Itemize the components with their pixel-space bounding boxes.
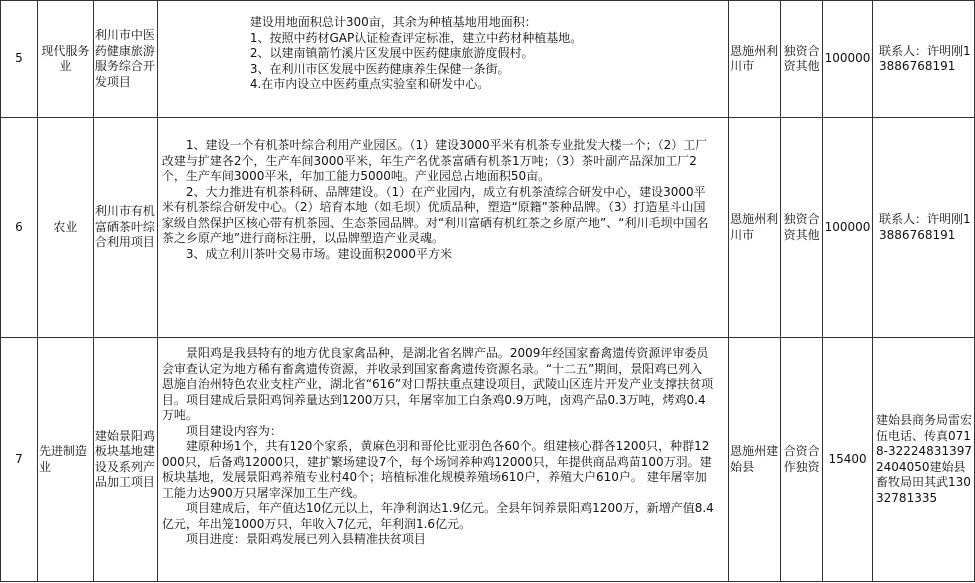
location-cell: 恩施州利川市 <box>729 1 781 118</box>
investment-mode-cell: 独资合资其他 <box>781 118 823 338</box>
table-row <box>1 1 975 118</box>
project-description-cell <box>157 1 728 118</box>
description-line: 4.在市内设立中医药重点实验室和研发中心。 <box>249 77 490 91</box>
row-number: 6 <box>1 118 38 338</box>
table-row <box>1 118 975 338</box>
project-name-cell: 建始景阳鸡板块基地建设及系列产品加工项目 <box>93 338 157 582</box>
description-paragraph: 3、成立利川茶叶交易市场。建设面积2000平方米 <box>185 246 452 261</box>
description-line: 3、在利川市区发展中医药健康养生保健一条街。 <box>249 61 510 76</box>
investment-amount-cell: 100000 <box>823 1 873 118</box>
row-number: 7 <box>1 338 38 582</box>
row-number: 5 <box>1 1 38 118</box>
industry-cell: 现代服务业 <box>37 1 93 118</box>
project-name-cell: 利川市中医药健康旅游服务综合开发项目 <box>93 1 157 118</box>
project-description-cell <box>157 118 728 338</box>
description-paragraph: 1、建设一个有机茶叶综合利用产业园区。（1）建设3000平米有机茶专业批发大楼一个；（2）工厂改建与扩建各2个，生产车间3000平米，年生产名优茶富硒有机茶1万吨；（3）茶叶副产品深加工厂2个，生产车间3000平米，年加工能力5000吨。产业园总占地面积50亩。 <box>161 138 708 183</box>
investment-amount-cell: 15400 <box>823 338 873 582</box>
investment-mode-cell: 合资合作独资 <box>781 338 823 582</box>
industry-cell: 先进制造业 <box>37 338 93 582</box>
location-cell: 恩施州利川市 <box>729 118 781 338</box>
description-paragraph: 建原种场1个，共有120个家系，黄麻色羽和哥伦比亚羽色各60个。组建核心群各1200只，种群12000只，后备鸡12000只，建扩繁场建设7个，每个场饲养种鸡12000只，年提供商品鸡苗100万羽。建板块基地，发展景阳鸡养殖专业村40个；培植标准化规模养殖场610户，养殖大户610户。 建年屠宰加工能力达900万只屠宰深加工生产线。 <box>161 439 712 500</box>
table-row <box>1 338 975 582</box>
project-description-cell <box>157 338 728 582</box>
contact-cell: 联系人：许明刚13886768191 <box>873 118 975 338</box>
location-cell: 恩施州建始县 <box>729 338 781 582</box>
description-paragraph: 项目建设内容为： <box>185 423 282 438</box>
description-paragraph: 2、大力推进有机茶科研、品牌建设。（1）在产业园内，成立有机茶渣综合研发中心，建设3000平米有机茶综合研发中心。（2）培育本地（如毛坝）优质品种，塑造“原籍”茶种品牌。（3）打造星斗山国家级自然保护区核心带有机茶园、生态茶园品牌。对“利川富硒有机红茶之乡原产地”、“利川毛坝中国名茶之乡原产地”进行商标注册，以品牌塑造产业灵魂。 <box>161 184 709 245</box>
description-line: 2、以建南镇箭竹溪片区发展中医药健康旅游度假村。 <box>249 46 534 60</box>
investment-amount-cell: 100000 <box>823 118 873 338</box>
description-line: 1、按照中药材GAP认证检查评定标准，建立中药材种植基地。 <box>249 30 583 45</box>
description-paragraph: 景阳鸡是我县特有的地方优良家禽品种，是湖北省名牌产品。2009年经国家畜禽遗传资源评审委员会审查认定为地方稀有畜禽遗传资源，并收录到国家畜禽遗传资源名录。“十二五”期间，景阳鸡已列入恩施自治州特色农业支柱产业，湖北省“616”对口帮扶重点建设项目，武陵山区连片开发产业支撑扶贫项目。项目建成后景阳鸡饲养量达到1200万只，年屠宰加工白条鸡0.9万吨，卤鸡产品0.3万吨，烤鸡0.4万吨。 <box>161 346 714 422</box>
description-paragraph: 项目建成后，年产值达10亿元以上，年净利润达1.9亿元。全县年饲养景阳鸡1200万，新增产值8.4亿元，年出笼1000万只，年收入7亿元，年利润1.6亿元。 <box>161 501 714 531</box>
project-name-cell: 利川市有机富硒茶叶综合利用项目 <box>93 118 157 338</box>
industry-cell: 农业 <box>37 118 93 338</box>
investment-mode-cell: 独资合资其他 <box>781 1 823 118</box>
description-paragraph: 项目进度：景阳鸡发展已列入县精准扶贫项目 <box>185 532 426 546</box>
description-line: 建设用地面积总计300亩，其余为种植基地用地面积： <box>249 15 537 29</box>
contact-cell: 建始县商务局雷宏伍电话、传真0718-322248313972404050建始县畜牧局田其武13032781335 <box>873 338 975 582</box>
contact-cell: 联系人：许明刚13886768191 <box>873 1 975 118</box>
